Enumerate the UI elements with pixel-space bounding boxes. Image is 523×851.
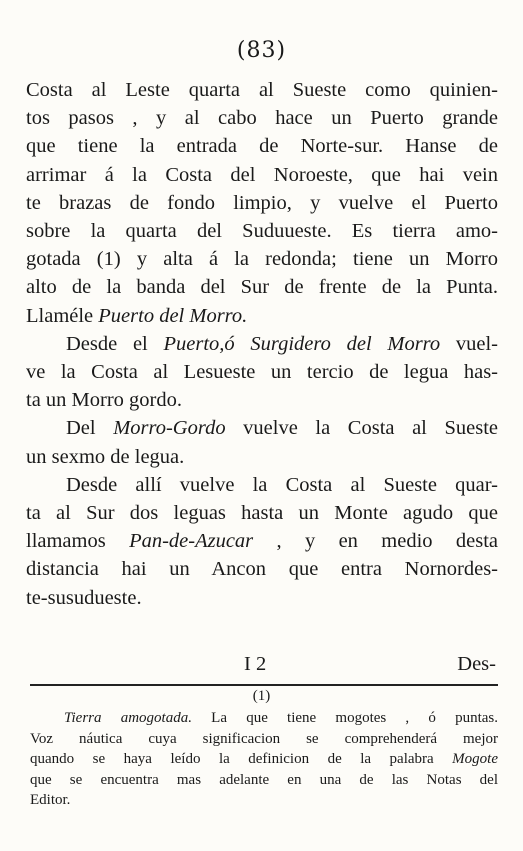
footnote-term: Mogote — [452, 751, 498, 767]
text-line: que tiene la entrada de Norte-sur. Hanse de — [26, 135, 498, 158]
text-segment: llamamos — [26, 530, 130, 553]
text-segment: vuel- — [440, 332, 498, 355]
text-segment: Del — [66, 417, 114, 440]
footnote-line — [30, 708, 498, 729]
body-text — [26, 76, 498, 612]
page-footer — [26, 653, 498, 681]
paragraph-start-line — [26, 330, 498, 358]
footnote-line: Voz náutica cuya significacion se comprehenderá mejor — [30, 730, 498, 747]
text-segment: La que tiene mogotes , ó puntas. — [191, 710, 498, 726]
text-line: gotada (1) y alta á la redonda; tiene un Morro — [26, 248, 498, 271]
signature-mark: I 2 — [244, 653, 267, 675]
footnote-line: que se encuentra mas adelante en una de las Notas del — [30, 771, 498, 788]
footnote-rule — [30, 684, 498, 686]
text-line: ta un Morro gordo. — [26, 389, 183, 412]
footnote-line — [30, 749, 498, 770]
place-name: Puerto,ó Surgidero del Morro — [163, 332, 441, 355]
text-line — [26, 527, 498, 555]
text-line: arrimar á la Costa del Noroeste, que hai vein — [26, 163, 498, 186]
text-segment: Llaméle — [26, 304, 99, 327]
text-line: alto de la banda del Sur de frente de la Punta. — [26, 276, 498, 299]
place-name: Morro-Gordo — [113, 417, 226, 440]
text-line: sobre la quarta del Suduueste. Es tierra amo- — [26, 220, 498, 243]
text-segment: vuelve la Costa al Sueste — [225, 417, 498, 440]
paragraph-start-line: Desde allí vuelve la Costa al Sueste quar- — [66, 473, 498, 496]
footnote-line: Editor. — [30, 792, 71, 808]
page-number: (83) — [236, 38, 287, 63]
text-line: ve la Costa al Lesueste un tercio de legua has- — [26, 361, 498, 384]
text-segment: Desde el — [66, 332, 164, 355]
text-line: distancia hai un Ancon que entra Nornordes- — [26, 558, 498, 581]
text-segment: quando se haya leído la definicion de la palabra — [30, 751, 453, 767]
text-line: ta al Sur dos leguas hasta un Monte agudo que — [26, 502, 498, 525]
place-name: Pan-de-Azucar — [129, 530, 254, 553]
text-line: tos pasos , y al cabo hace un Puerto grande — [26, 107, 498, 130]
place-name: Puerto del Morro. — [98, 304, 248, 327]
catchword: Des- — [457, 653, 496, 675]
footnote-marker: (1) — [252, 688, 271, 704]
text-line: te-susudueste. — [26, 586, 142, 609]
text-line — [26, 302, 498, 330]
text-segment: , y en medio desta — [253, 530, 498, 553]
text-line: un sexmo de legua. — [26, 445, 185, 468]
footnote-term: Tierra amogotada. — [64, 710, 192, 726]
paragraph-start-line — [26, 414, 498, 442]
text-line: Costa al Leste quarta al Sueste como quinien- — [26, 79, 498, 101]
text-line: te brazas de fondo limpio, y vuelve el Puerto — [26, 191, 498, 214]
footnote — [30, 708, 498, 811]
